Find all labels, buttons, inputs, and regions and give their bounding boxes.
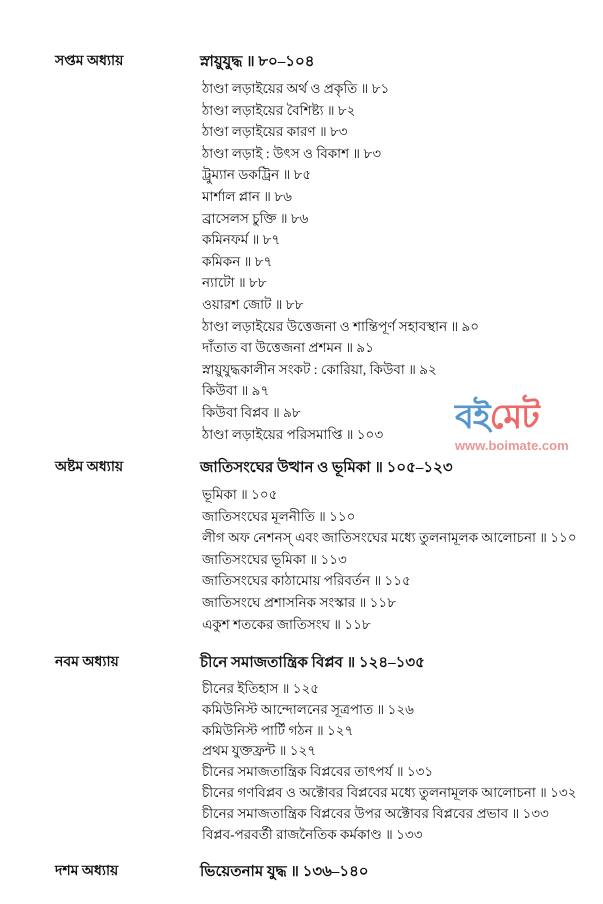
toc-entry: স্নায়ুযুদ্ধকালীন সংকট : কোরিয়া, কিউবা ॥ ৯২ bbox=[202, 361, 437, 377]
watermark-url: www.boimate.com bbox=[455, 438, 569, 453]
toc-entry: কমিউনিস্ট আন্দোলনের সূত্রপাত ॥ ১২৬ bbox=[202, 701, 414, 717]
toc-entry: জাতিসংঘের মূলনীতি ॥ ১১০ bbox=[202, 508, 356, 524]
section-list bbox=[202, 484, 577, 635]
toc-entry: ব্রাসেলস চুক্তি ॥ ৮৬ bbox=[202, 210, 309, 226]
toc-entry: ঠাণ্ডা লড়াইয়ের উত্তেজনা ও শান্তিপূর্ণ সহাবস্থান ॥ ৯০ bbox=[202, 318, 480, 334]
toc-entry: চীনের ইতিহাস ॥ ১২৫ bbox=[202, 681, 320, 696]
toc-entry: কমিনফর্ম ॥ ৮৭ bbox=[202, 232, 281, 248]
toc-entry: ট্রুম্যান ডকট্রিন ॥ ৮৫ bbox=[202, 167, 312, 183]
toc-entry: প্রথম যুক্তফ্রন্ট ॥ ১২৭ bbox=[202, 743, 317, 759]
toc-entry: কিউবা ॥ ৯৭ bbox=[202, 383, 270, 399]
toc-entry: ঠাণ্ডা লড়াইয়ের পরিসমাপ্তি ॥ ১০৩ bbox=[202, 426, 384, 442]
toc-entry: ওয়ারশ জোট ॥ ৮৮ bbox=[202, 296, 304, 312]
toc-entry: ঠাণ্ডা লড়াই : উৎস ও বিকাশ ॥ ৮৩ bbox=[202, 145, 381, 161]
toc-entry: দাঁতাত বা উত্তেজনা প্রশমন ॥ ৯১ bbox=[202, 340, 374, 356]
toc-entry: জাতিসংঘে প্রশাসনিক সংস্কার ॥ ১১৮ bbox=[202, 594, 396, 610]
chapter-label: দশম অধ্যায় bbox=[55, 864, 119, 879]
toc-entry: ঠাণ্ডা লড়াইয়ের বৈশিষ্ট্য ॥ ৮২ bbox=[202, 102, 356, 118]
toc-entry: ভূমিকা ॥ ১০৫ bbox=[202, 487, 278, 502]
toc-entry: ন্যাটো ॥ ৮৮ bbox=[202, 275, 267, 291]
toc-entry: চীনের সমাজতান্ত্রিক বিপ্লবের তাৎপর্য ॥ ১৩১ bbox=[202, 764, 434, 780]
watermark-logo-part: বই bbox=[455, 399, 490, 436]
toc-entry: চীনের সমাজতান্ত্রিক বিপ্লবের উপর অক্টোবর বিপ্লবের প্রভাব ॥ ১৩৩ bbox=[202, 805, 549, 821]
chapter-label: নবম অধ্যায় bbox=[55, 655, 119, 670]
chapter-label: অষ্টম অধ্যায় bbox=[55, 460, 124, 475]
chapter-title: চীনে সমাজতান্ত্রিক বিপ্লব ॥ ১২৪–১৩৫ bbox=[200, 655, 425, 671]
toc-entry: চীনের গণবিপ্লব ও অক্টোবর বিপ্লবের মধ্যে তুলনামূলক আলোচনা ॥ ১৩২ bbox=[202, 784, 577, 800]
toc-entry: বিপ্লব-পরবর্তী রাজনৈতিক কর্মকাণ্ড ॥ ১৩৩ bbox=[202, 826, 423, 842]
toc-entry: কিউবা বিপ্লব ॥ ৯৮ bbox=[202, 404, 301, 420]
toc-entry: জাতিসংঘের কাঠামোয় পরিবর্তন ॥ ১১৫ bbox=[202, 573, 411, 589]
toc-entry: একুশ শতকের জাতিসংঘ ॥ ১১৮ bbox=[202, 616, 371, 632]
chapter-title: জাতিসংঘের উত্থান ও ভূমিকা ॥ ১০৫–১২৩ bbox=[200, 460, 453, 476]
watermark-logo-part: মেট bbox=[489, 399, 539, 436]
toc-entry: কমিকন ॥ ৮৭ bbox=[202, 253, 273, 269]
toc-entry: জাতিসংঘের ভূমিকা ॥ ১১৩ bbox=[202, 551, 347, 567]
toc-entry: ঠাণ্ডা লড়াইয়ের কারণ ॥ ৮৩ bbox=[202, 124, 348, 140]
chapter-title: ভিয়েতনাম যুদ্ধ ॥ ১৩৬–১৪০ bbox=[200, 864, 369, 880]
chapter-title: স্নায়ুযুদ্ধ ॥ ৮০–১০৪ bbox=[200, 54, 315, 70]
toc-entry: লীগ অফ নেশনস্ এবং জাতিসংঘের মধ্যে তুলনামূলক আলোচনা ॥ ১১০ bbox=[202, 530, 577, 546]
toc-entry: কমিউনিস্ট পার্টি গঠন ॥ ১২৭ bbox=[202, 722, 354, 738]
section-list bbox=[202, 679, 576, 845]
chapter-label: সপ্তম অধ্যায় bbox=[55, 54, 124, 69]
section-list bbox=[202, 78, 479, 445]
toc-entry: ঠাণ্ডা লড়াইয়ের অর্থ ও প্রকৃতি ॥ ৮১ bbox=[202, 81, 390, 96]
toc-entry: মার্শাল প্লান ॥ ৮৬ bbox=[202, 188, 292, 204]
